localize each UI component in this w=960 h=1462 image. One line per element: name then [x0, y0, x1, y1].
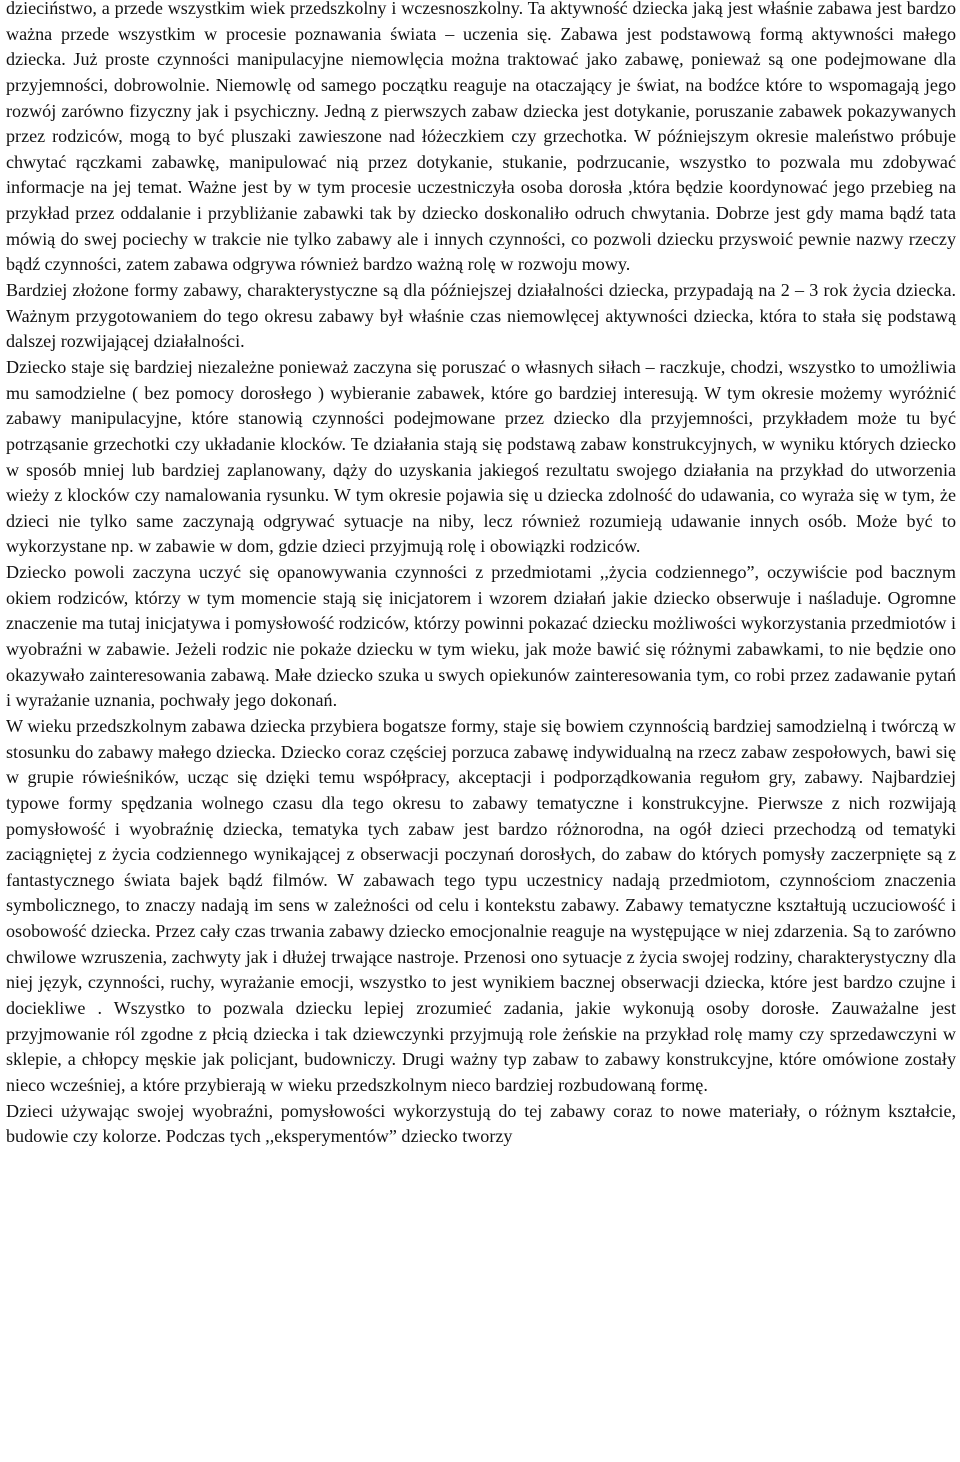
paragraph: dzieciństwo, a przede wszystkim wiek przedszkolny i wczesnoszkolny. Ta aktywność dziecka jaką jest właśnie zabawa jest bardzo ważna przede wszystkim w procesie poznawania świata – uczenia się. Zabawa jest podstawową formą aktywności małego dziecka. Już proste czynności manipulacyjne niemowlęcia można traktować jako zabawę, ponieważ są one podejmowane dla przyjemności, dobrowolnie. Niemowlę od samego początku reaguje na otaczający je świat, na bodźce które to wspomagają jego rozwój zarówno fizyczny jak i psychiczny. Jedną z pierwszych zabaw dziecka jest dotykanie, poruszanie zabawek pokazywanych przez rodziców, mogą to być pluszaki zawieszone nad łóżeczkiem czy grzechotka. W późniejszym okresie maleństwo próbuje chwytać rączkami zabawkę, manipulować nią przez dotykanie, stukanie, podrzucanie, wszystko to pozwala mu zdobywać informacje na jej temat. Ważne jest by w tym procesie uczestniczyła osoba dorosła ,która będzie koordynować jego przebieg na przykład przez oddalanie i przybliżanie zabawki tak by dziecko doskonaliło odruch chwytania. Dobrze jest gdy mama bądź tata mówią do swej pociechy w trakcie nie tylko zabawy ale i innych czynności, co pozwoli dziecku przyswoić pewnie nazwy rzeczy bądź czynności, zatem zabawa odgrywa również bardzo ważną rolę w rozwoju mowy.: [6, 0, 956, 275]
paragraph: W wieku przedszkolnym zabawa dziecka przybiera bogatsze formy, staje się bowiem czynnością bardziej samodzielną i twórczą w stosunku do zabawy małego dziecka. Dziecko coraz częściej porzuca zabawę indywidualną na rzecz zabaw zespołowych, bawi się w grupie rówieśników, ucząc się dzięki temu współpracy, akceptacji i podporządkowania regułom gry, zabawy. Najbardziej typowe formy spędzania wolnego czasu dla tego okresu to zabawy tematyczne i konstrukcyjne. Pierwsze z nich rozwijają pomysłowość i wyobraźnię dziecka, tematyka tych zabaw jest bardzo różnorodna, na ogół dzieci przechodzą od tematyki zaciągniętej z życia codziennego wynikającej z obserwacji poczynań dorosłych, do zabaw do których pomysły zaczerpnięte są z fantastycznego świata bajek bądź filmów. W zabawach tego typu uczestnicy nadają przedmiotom, czynnościom znaczenia symbolicznego, to znaczy nadają im sens w zależności od celu i kontekstu zabawy. Zabawy tematyczne kształtują uczuciowość i osobowość dziecka. Przez cały czas trwania zabawy dziecko emocjonalnie reaguje na występujące w niej zdarzenia. Są to zarówno chwilowe wzruszenia, zachwyty jak i dłużej trwające nastroje. Przenosi ono sytuacje z życia swojej rodziny, charakterystyczny dla niej język, czynności, ruchy, wyrażanie emocji, wszystko to jest wynikiem bacznej obserwacji dziecka, które jest bardzo czujne i dociekliwe . Wszystko to pozwala dziecku lepiej zrozumieć zadania, jakie wykonują osoby dorosłe. Zauważalne jest przyjmowanie ról zgodne z płcią dziecka i tak dziewczynki przyjmują role żeńskie na przykład rolę mamy czy sprzedawczyni w sklepie, a chłopcy męskie jak policjant, budowniczy. Drugi ważny typ zabaw to zabawy konstrukcyjne, które omówione zostały nieco wcześniej, a które przybierają w wieku przedszkolnym nieco bardziej rozbudowaną formę.: [6, 715, 956, 1095]
paragraph: Dziecko powoli zaczyna uczyć się opanowywania czynności z przedmiotami ,,życia codziennego”, oczywiście pod bacznym okiem rodziców, którzy w tym momencie stają się inicjatorem i wzorem działań jakie dziecko obserwuje i naśladuje. Ogromne znaczenie ma tutaj inicjatywa i pomysłowość rodziców, którzy powinni pokazać dziecku możliwości wykorzystania przedmiotów i wyobraźni w zabawie. Jeżeli rodzic nie pokaże dziecku w tym wieku, jak może bawić się różnymi zabawkami, to nie będzie ono okazywało zainteresowania zabawą. Małe dziecko szuka u swych opiekunów zainteresowania tym, co robi przez zadawanie pytań i wyrażanie uznania, pochwały jego dokonań.: [6, 562, 956, 711]
paragraph: Dzieci używając swojej wyobraźni, pomysłowości wykorzystują do tej zabawy coraz to nowe materiały, o różnym kształcie, budowie czy kolorze. Podczas tych ,,eksperymentów” dziecko tworzy: [6, 1100, 956, 1147]
document-body: [6, 0, 956, 1150]
paragraph: Bardziej złożone formy zabawy, charakterystyczne są dla późniejszej działalności dziecka, przypadają na 2 – 3 rok życia dziecka. Ważnym przygotowaniem do tego okresu zabawy był właśnie czas niemowlęcej aktywności dziecka, która to stała się podstawą dalszej rozwijającej działalności.: [6, 280, 956, 352]
paragraph: Dziecko staje się bardziej niezależne ponieważ zaczyna się poruszać o własnych siłach – raczkuje, chodzi, wszystko to umożliwia mu samodzielne ( bez pomocy dorosłego ) wybieranie zabawek, które go bardziej interesują. W tym okresie możemy wyróżnić zabawy manipulacyjne, które stanowią czynności podejmowane przez dziecko dla przyjemności, przykładem może tu być potrząsanie grzechotki czy układanie klocków. Te działania stają się podstawą zabaw konstrukcyjnych, w wyniku których dziecko w sposób mniej lub bardziej zaplanowany, dąży do uzyskania jakiegoś rezultatu swojego działania na przykład do utworzenia wieży z klocków czy namalowania rysunku. W tym okresie pojawia się u dziecka zdolność do udawania, co wyraża się w tym, że dzieci nie tylko same zaczynają odgrywać sytuacje na niby, lecz również rozumieją udawanie innych osób. Może być to wykorzystane np. w zabawie w dom, gdzie dzieci przyjmują rolę i obowiązki rodziców.: [6, 356, 956, 557]
